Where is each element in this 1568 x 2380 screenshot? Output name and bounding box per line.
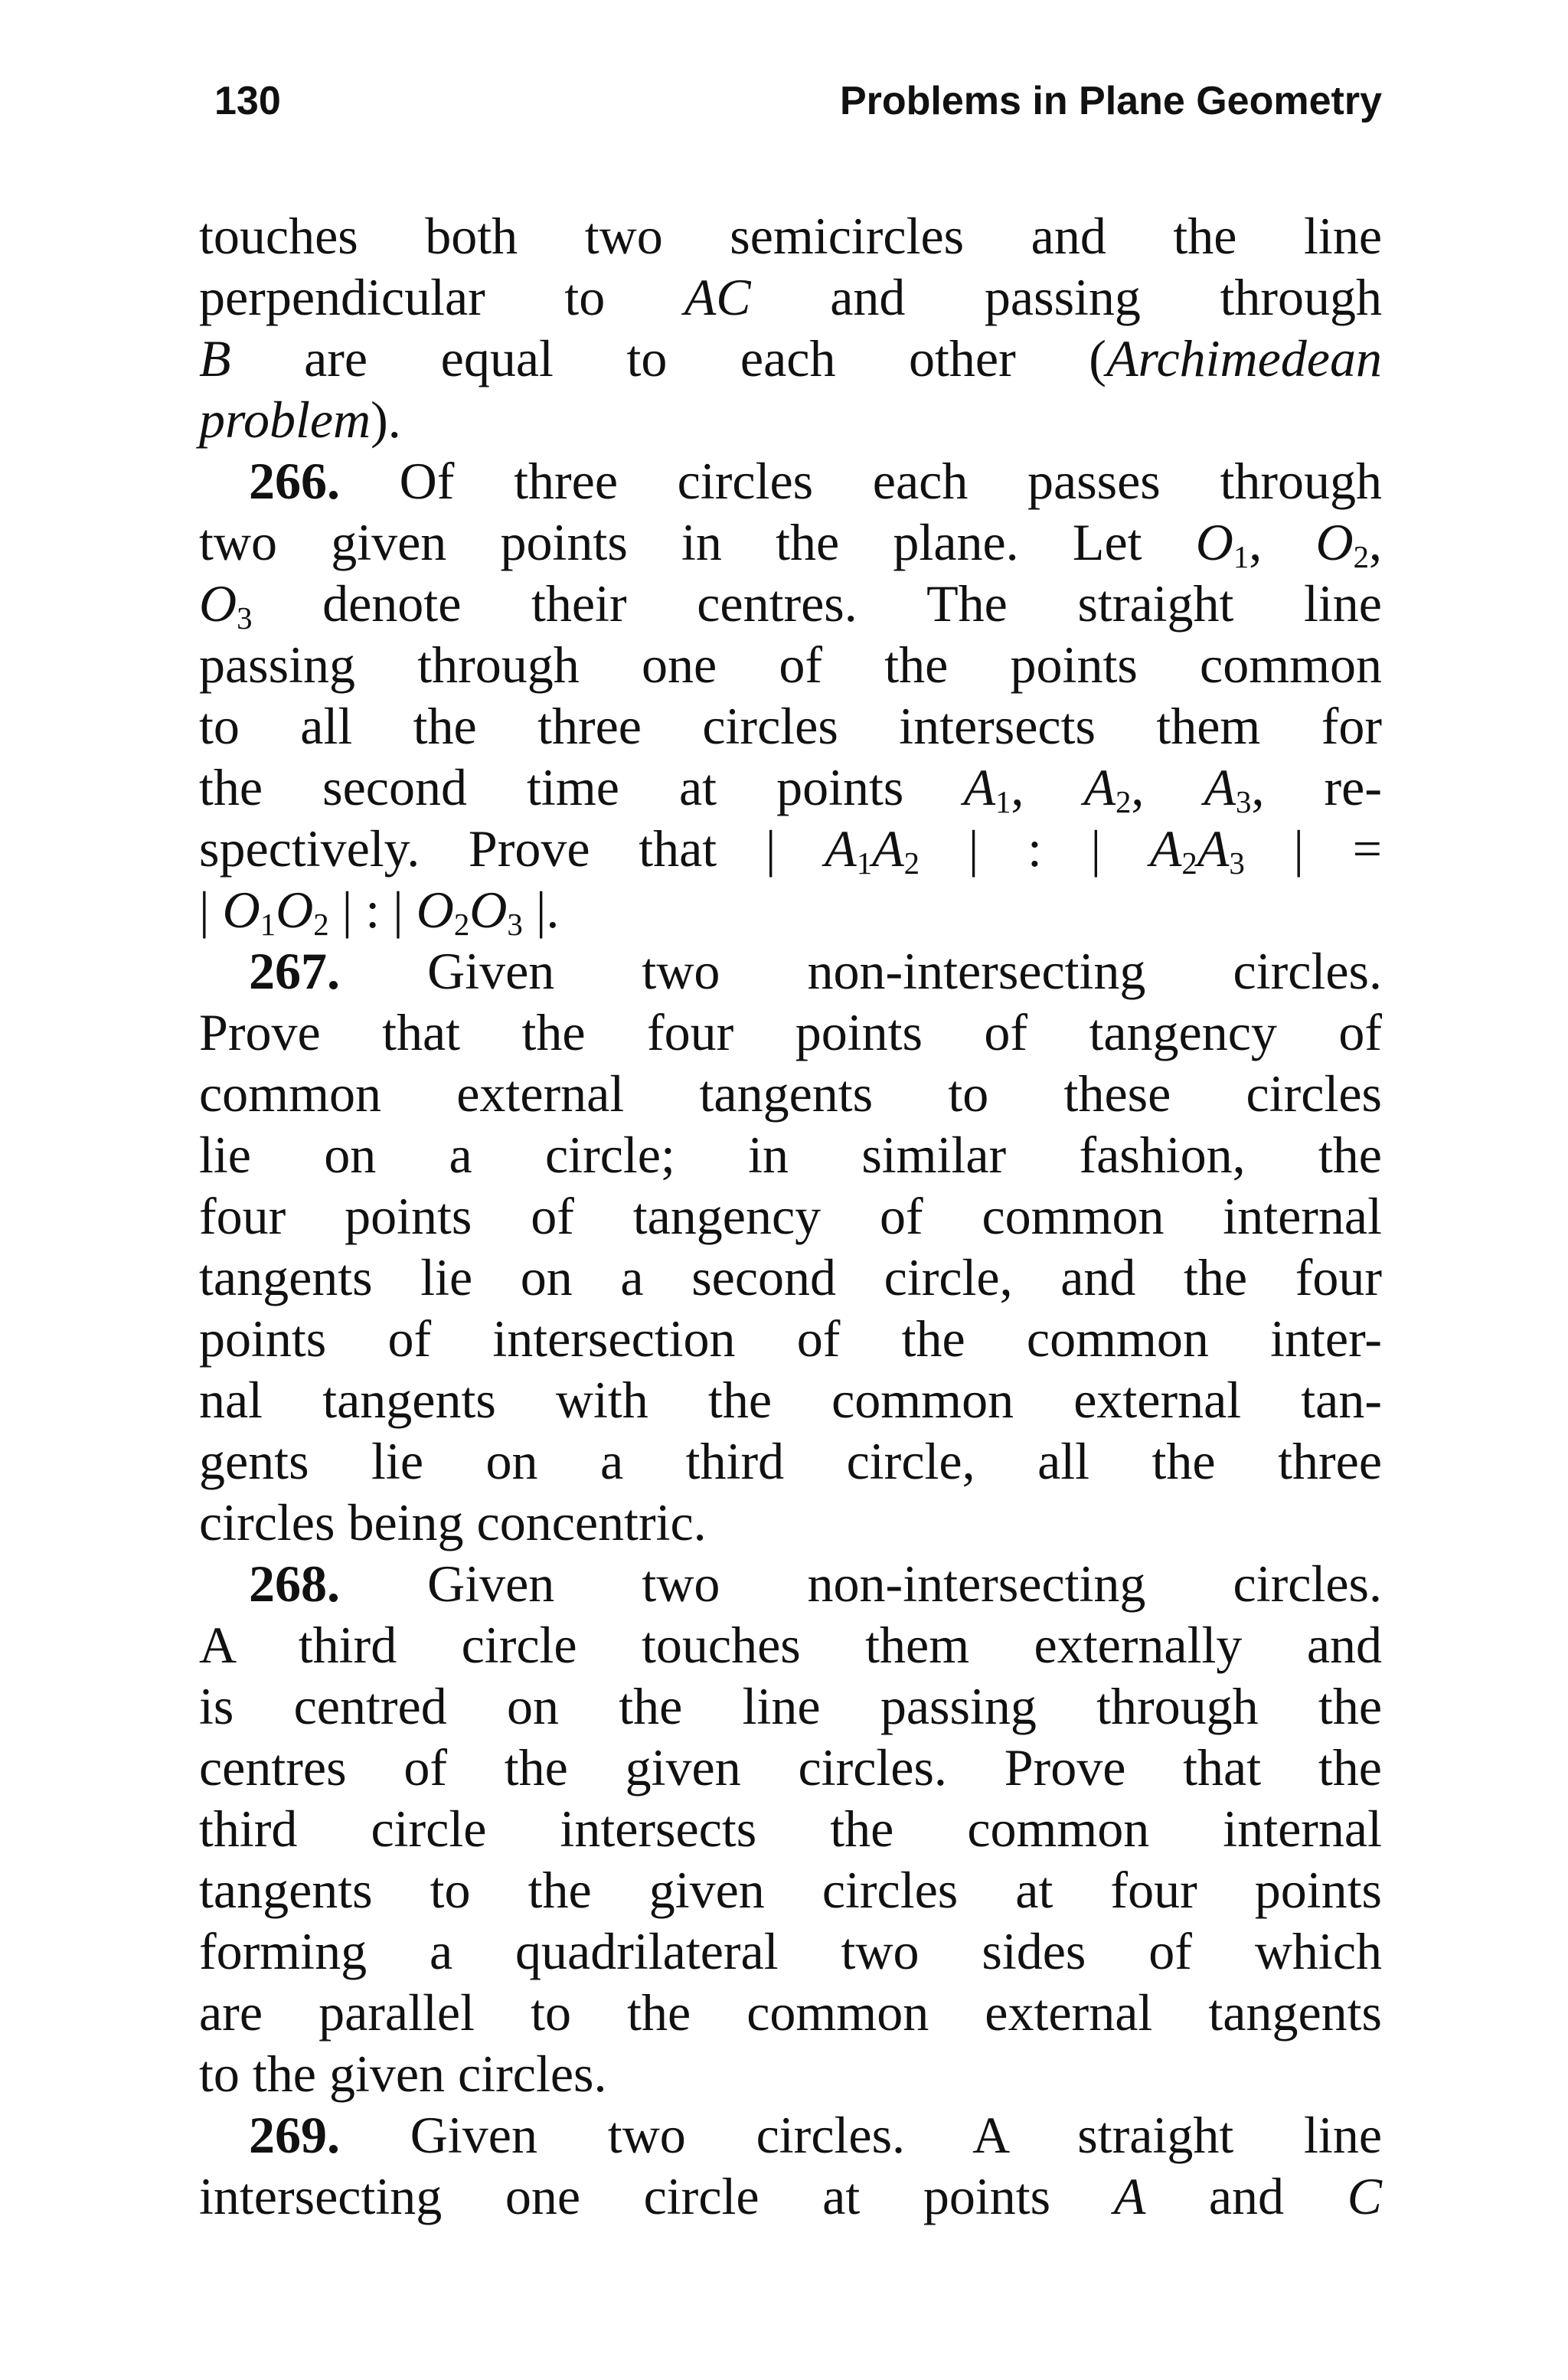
problem-267-line: gents lie on a third circle, all the three [199,1432,1382,1490]
problem-266-line: spectively. Prove that | $A_1A_2$ | : | $A_2A_3$ | = [199,819,1383,881]
problem-number: 267. [249,942,340,1000]
problem-number: 269. [249,2106,340,2164]
problem-268-line: are parallel to the common external tangents [199,1983,1382,2042]
problem-269-line: 269. Given two circles. A straight line [249,2106,1382,2164]
problem-266-line: 266. Of three circles each passes through [249,452,1382,510]
text-line: perpendicular to AC and passing through [199,268,1382,326]
problem-266-line: | $O_1O_2$ | : | $O_2O_3$ |. [199,881,560,943]
problem-267-line: circles being concentric. [199,1493,707,1551]
text-line: touches both two semicircles and the line [199,207,1382,265]
problem-268-line: third circle intersects the common internal [199,1800,1382,1858]
problem-267-line: nal tangents with the common external tan- [199,1371,1382,1429]
page-number: 130 [214,79,281,123]
problem-268-line: forming a quadrilateral two sides of which [199,1922,1382,1980]
problem-268-line: A third circle touches them externally and [199,1616,1382,1674]
problem-269-line: intersecting one circle at points A and C [199,2167,1383,2225]
problem-268-line: tangents to the given circles at four points [199,1861,1382,1919]
running-title: Problems in Plane Geometry [839,79,1382,123]
problem-268-line: to the given circles. [199,2045,607,2103]
problem-266-line: the second time at points $A_1$, $A_2$, $A_3$, re- [199,758,1382,820]
text-line: B are equal to each other (Archimedean [199,329,1382,387]
problem-267-line: tangents lie on a second circle, and the four [199,1248,1382,1306]
page-header [199,78,1382,132]
problem-266-line: two given points in the plane. Let $O_1$, $O_2$, [199,513,1383,575]
problem-267-line: 267. Given two non-intersecting circles. [249,942,1382,1000]
problem-number: 268. [249,1555,340,1613]
problem-266-line: passing through one of the points common [199,636,1382,694]
problem-267-line: points of intersection of the common inter- [199,1309,1382,1368]
problem-266-line: $O_3$ denote their centres. The straight line [199,574,1382,636]
text-line: problem). [199,391,401,449]
problem-268-line: 268. Given two non-intersecting circles. [249,1555,1382,1613]
problem-267-line: Prove that the four points of tangency of [199,1003,1382,1061]
problem-267-line: four points of tangency of common internal [199,1187,1382,1245]
problem-268-line: is centred on the line passing through the [199,1677,1382,1735]
problem-266-line: to all the three circles intersects them for [199,697,1382,755]
problem-267-line: lie on a circle; in similar fashion, the [199,1126,1382,1184]
problem-268-line: centres of the given circles. Prove that the [199,1738,1382,1796]
problem-number: 266. [249,452,340,510]
problem-267-line: common external tangents to these circles [199,1064,1382,1123]
